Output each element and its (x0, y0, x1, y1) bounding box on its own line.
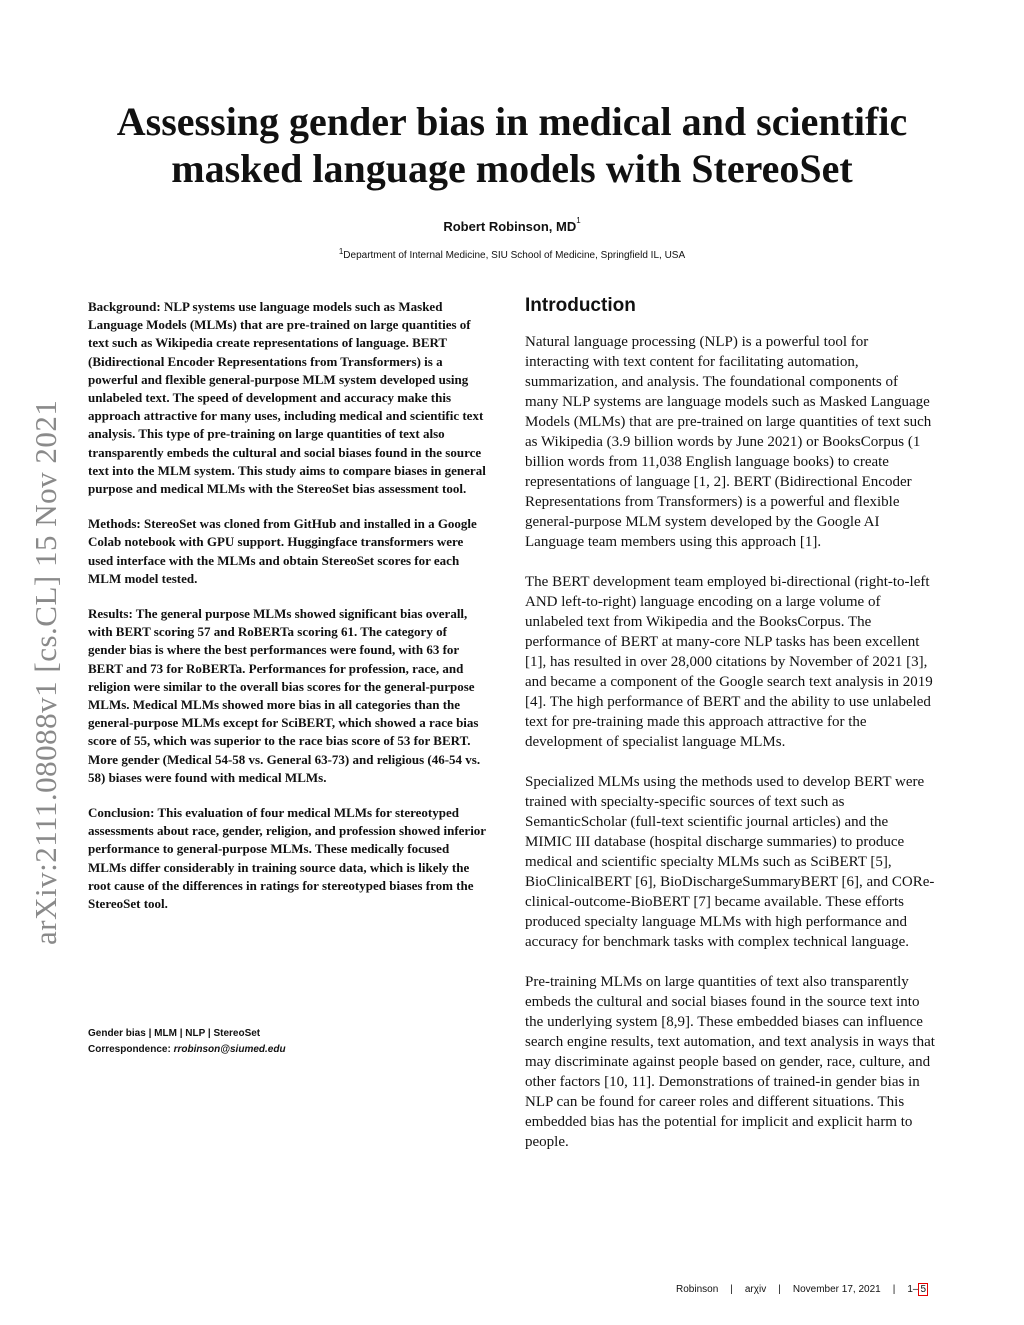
abstract-methods: Methods: StereoSet was cloned from GitHub and installed in a Google Colab notebook with GPU support. Huggingface transformers were used interface with the MLMs and obtain StereoSet scores for each MLM model tested. (88, 516, 477, 586)
author-affiliation-mark: 1 (576, 216, 581, 225)
page-footer (676, 1283, 928, 1297)
intro-paragraph: Specialized MLMs using the methods used to develop BERT were trained with specialty-specific sources of text such as SemanticScholar (full-text scientific journal articles) and the MIMIC III database (hospital discharge summaries) to produce medical and scientific specialty MLMs such as SciBERT [5], BioClinicalBERT [6], BioDischargeSummaryBERT [6], and CORe-clinical-outcome-BioBERT [7] became available. These efforts produced specialty language MLMs with high performance and accuracy for benchmark tasks with complex technical language. (525, 774, 935, 950)
abstract-background: Background: NLP systems use language models such as Masked Language Models (MLMs) that are pre-trained on large quantities of text such as Wikipedia create representations of language. BERT (Bidirectional Encoder Representations from Transformers) is a powerful and flexible general-purpose MLM system developed using unlabeled text. The speed of development and accuracy make this approach attractive for many uses, including medical and scientific text analysis. This type of pre-training on large quantities of text also transparently embeds the cultural and social biases found in the source text into the MLM system. This study aims to compare biases in general purpose and medical MLMs with the StereoSet bias assessment tool. (88, 299, 486, 497)
footer-page-prefix: 1– (907, 1284, 919, 1295)
intro-paragraph: Natural language processing (NLP) is a powerful tool for interacting with text content for facilitating automation, summarization, and analysis. The foundational components of many NLP systems are language models such as Masked Language Models (MLMs) that are pre-trained on large quantities of text such as Wikipedia (3.9 billion words by June 2021) or BooksCorpus (1 billion words from 11,038 English language books) to create representations of language [1, 2]. BERT (Bidirectional Encoder Representations from Transformers) is a powerful and flexible general-purpose MLM system developed by the Google AI Language team members using this approach [1]. (525, 334, 932, 550)
footer-separator: | (892, 1284, 896, 1295)
footer-venue: arχiv (744, 1284, 767, 1295)
intro-paragraph: The BERT development team employed bi-directional (right-to-left AND left-to-right) language encoding on a large volume of unlabeled text from Wikipedia and the BooksCorpus. The performance of BERT at many-core NLP tasks has been excellent [1], has resulted in over 28,000 citations by November of 2021 [3], and became a component of the Google search text analysis in 2019 [4]. The high performance of BERT and the ability to use unlabeled text for pre-training made this approach attractive for the development of specialist language MLMs. (525, 574, 933, 750)
introduction-section (525, 294, 935, 1172)
affiliation (0, 247, 1024, 261)
affiliation-mark: 1 (338, 247, 344, 256)
footer-date: November 17, 2021 (792, 1284, 881, 1295)
correspondence-email[interactable]: rrobinson@siumed.edu (173, 1044, 286, 1055)
abstract-conclusion: Conclusion: This evaluation of four medical MLMs for stereotyped assessments about race, gender, religion, and profession showed inferior performance to general-purpose MLMs. These medically focused MLMs differ considerably in training source data, which is likely the root cause of the differences in ratings for stereotyped biases from the StereoSet tool. (88, 805, 486, 912)
intro-paragraph: Pre-training MLMs on large quantities of text also transparently embeds the cultural and social biases found in the source text into the underlying system [8,9]. These embedded biases can influence search engine results, text automation, and text analysis in ways that may discriminate against people based on gender, race, culture, and other factors [10, 11]. Demonstrations of trained-in gender bias in NLP can be found for career roles and different situations. This embedded bias has the potential for implicit and explicit harm to people. (525, 974, 935, 1150)
title-line-1: Assessing gender bias in medical and scientific (116, 99, 908, 144)
affiliation-text: Department of Internal Medicine, SIU School of Medicine, Springfield IL, USA (343, 250, 686, 261)
footer-separator: | (778, 1284, 781, 1295)
author (0, 216, 1024, 234)
footer-author: Robinson (676, 1284, 719, 1295)
footer-separator: | (730, 1284, 733, 1295)
keywords-list: Gender bias | MLM | NLP | StereoSet (88, 1028, 261, 1039)
abstract (88, 298, 488, 930)
abstract-results: Results: The general purpose MLMs showed significant bias overall, with BERT scoring 57 and RoBERTa scoring 61. The category of gender bias is where the best performances were found, with 63 for BERT and 73 for RoBERTa. Performances for profession, race, and religion were similar to the overall bias scores for the general-purpose MLMs. Medical MLMs showed more bias in all categories than the general-purpose MLMs except for SciBERT, which showed a race bias score of 55, which was superior to the race bias score of 53 for BERT. More gender (Medical 54-58 vs. General 63-73) and religious (46-54 vs. 58) biases were found with medical MLMs. (88, 606, 481, 785)
introduction-heading: Introduction (525, 295, 636, 316)
arxiv-sidebar-stamp: arXiv:2111.08088v1 [cs.CL] 15 Nov 2021 (28, 399, 63, 945)
author-name: Robert Robinson, MD (443, 219, 577, 234)
correspondence-label: Correspondence: (88, 1044, 174, 1055)
keywords-block (88, 1026, 488, 1058)
paper-title (60, 98, 964, 192)
footer-page-total-link[interactable]: 5 (920, 1284, 926, 1295)
title-line-2: masked language models with StereoSet (171, 146, 853, 191)
correspondence (88, 1042, 488, 1058)
